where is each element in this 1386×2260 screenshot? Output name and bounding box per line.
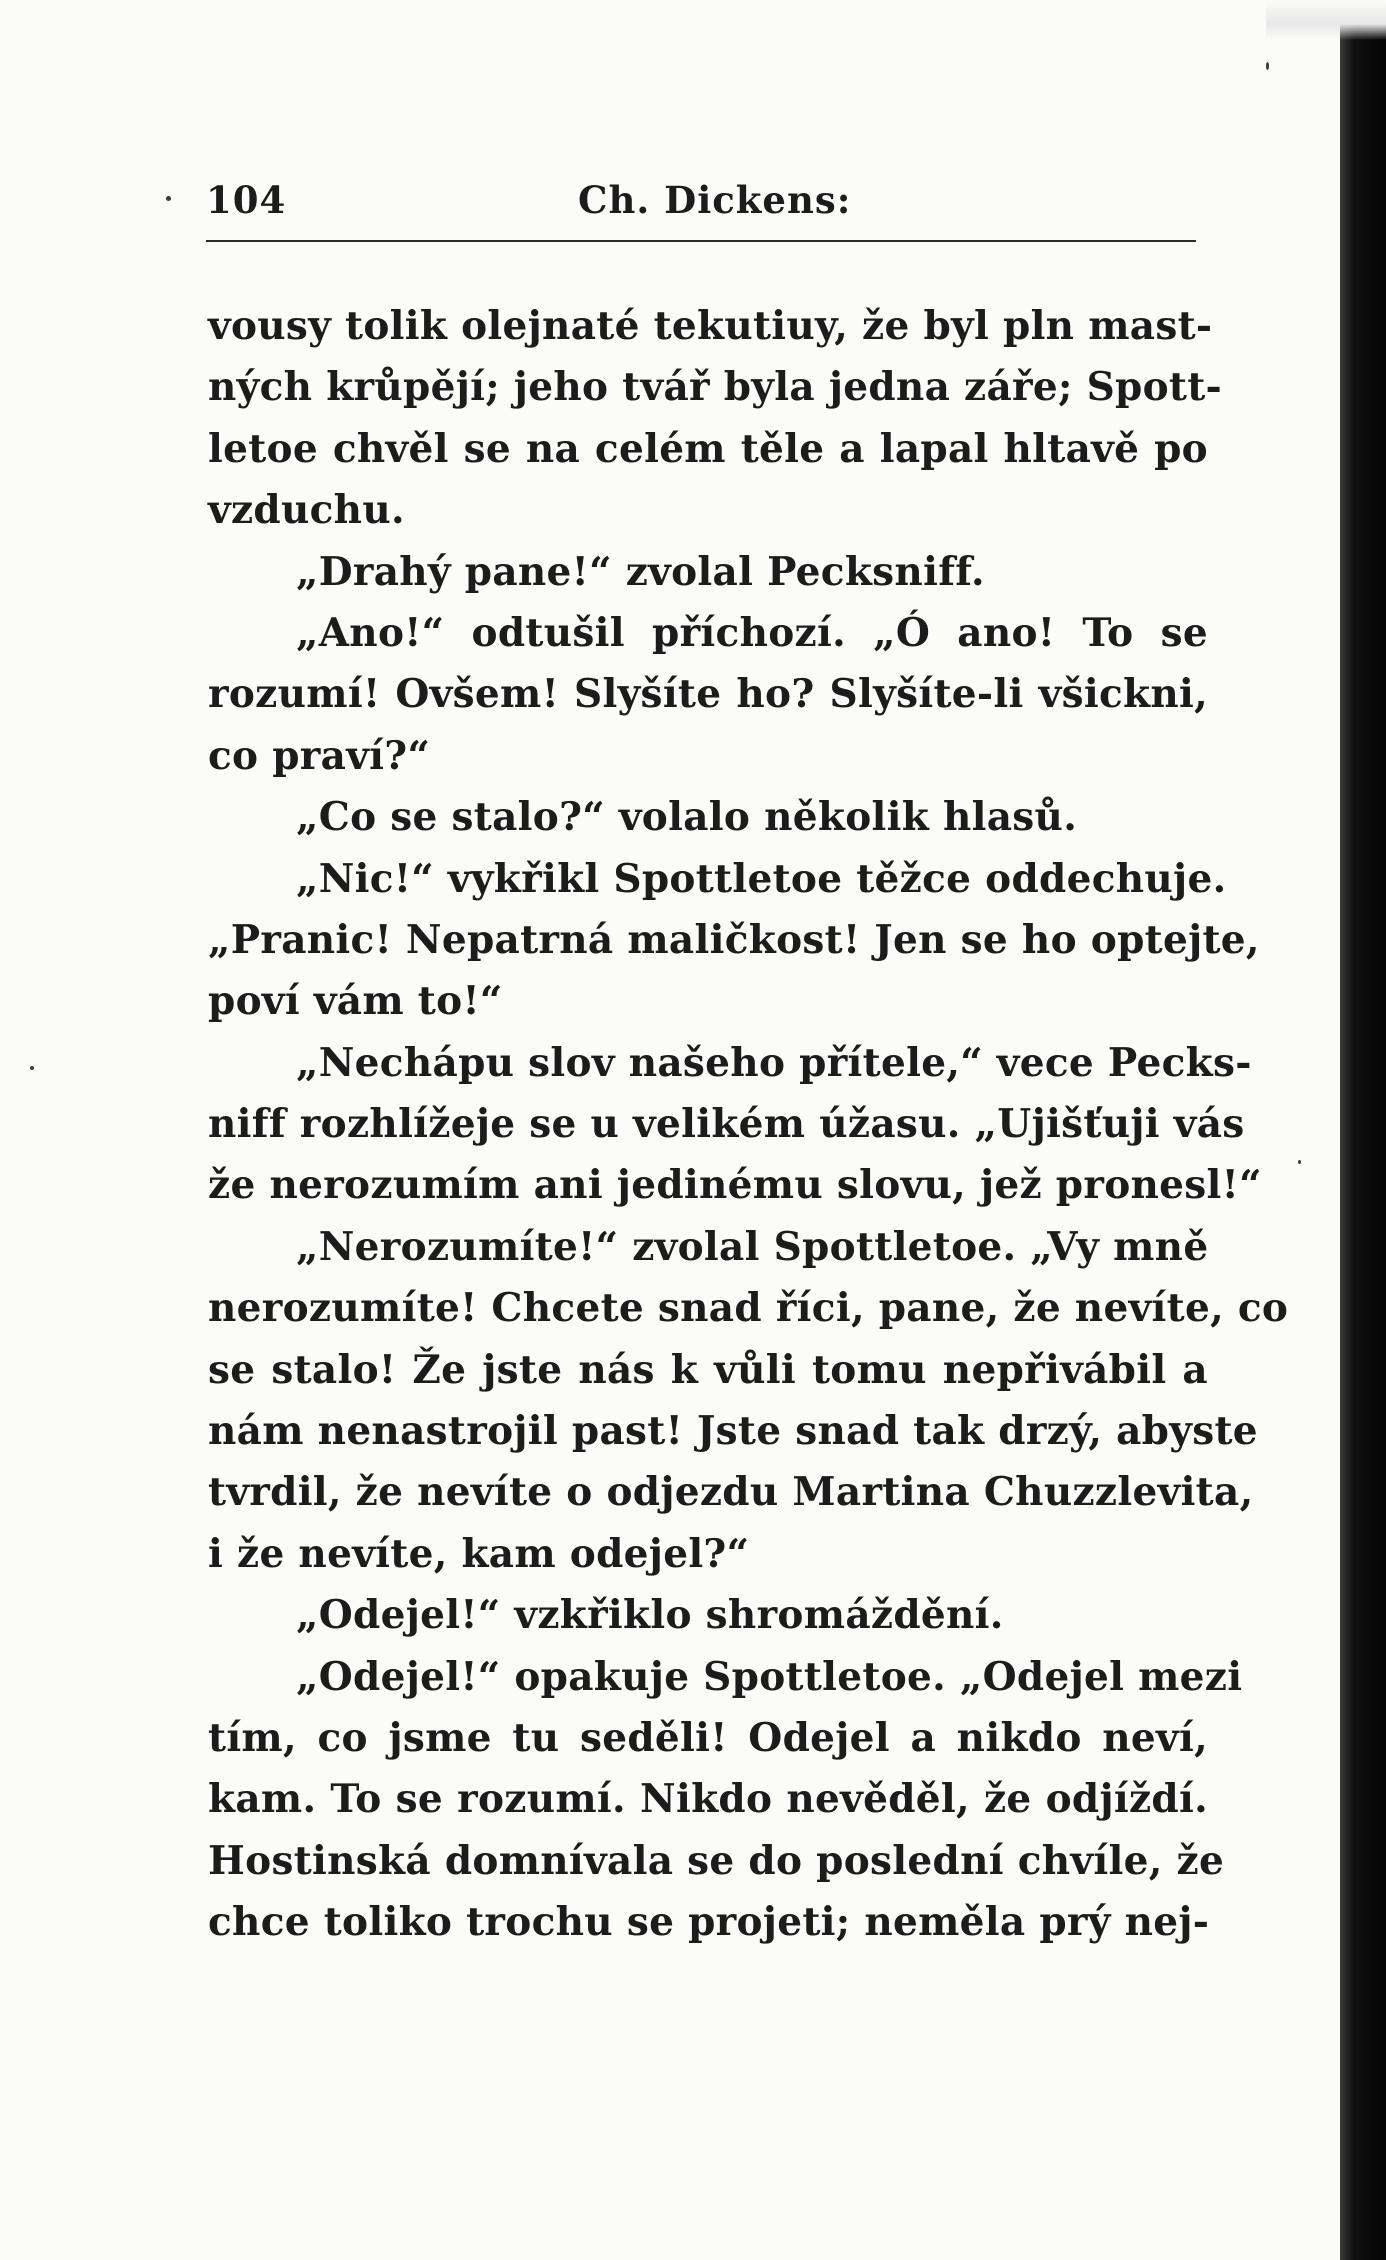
text-line: „Odejel!“ opakuje Spottletoe. „Odejel mezi	[296, 1653, 1243, 1700]
scan-speck	[1266, 62, 1269, 70]
text-line: kam. To se rozumí. Nikdo nevěděl, že odjíždí.	[208, 1776, 1208, 1823]
scan-speck	[1298, 1160, 1301, 1164]
text-line: Hostinská domnívala se do poslední chvíle, že	[208, 1837, 1225, 1884]
scan-speck	[166, 196, 171, 201]
text-line: letoe chvěl se na celém těle a lapal hltavě po	[208, 425, 1208, 472]
text-line: „Nechápu slov našeho přítele,“ vece Pecks-	[296, 1039, 1252, 1086]
page-number: 104	[206, 178, 287, 222]
text-line: co praví?“	[208, 732, 431, 779]
text-line: ných krůpějí; jeho tvář byla jedna záře; Spott-	[208, 364, 1223, 411]
text-line: se stalo! Že jste nás k vůli tomu nepřivábil a	[208, 1346, 1208, 1393]
text-line: „Drahý pane!“ zvolal Pecksniff.	[296, 548, 985, 595]
text-line: „Ano!“ odtušil příchozí. „Ó ano! To se	[296, 609, 1208, 656]
scan-speck	[30, 1066, 34, 1070]
text-line: „Nic!“ vykřikl Spottletoe těžce oddechuje.	[296, 855, 1227, 902]
text-line: nerozumíte! Chcete snad říci, pane, že nevíte, co	[208, 1285, 1289, 1332]
text-line: „Nerozumíte!“ zvolal Spottletoe. „Vy mně	[296, 1223, 1209, 1270]
text-line: chce toliko trochu se projeti; neměla prý nej-	[208, 1899, 1210, 1946]
running-head: Ch. Dickens:	[578, 178, 852, 222]
page-header	[0, 168, 1340, 228]
text-line: vousy tolik olejnaté tekutiuy, že byl pln mast-	[208, 303, 1213, 349]
header-rule	[206, 240, 1196, 242]
text-line: tvrdil, že nevíte o odjezdu Martina Chuzzlevita,	[208, 1469, 1254, 1516]
scan-edge-top	[1266, 0, 1386, 40]
text-line: „Co se stalo?“ volalo několik hlasů.	[296, 794, 1078, 841]
text-line: nám nenastrojil past! Jste snad tak drzý, abyste	[208, 1408, 1258, 1455]
text-line: že nerozumím ani jedinému slovu, jež pronesl!“	[208, 1162, 1262, 1209]
body-text	[208, 296, 1289, 1954]
text-line: poví vám to!“	[208, 978, 503, 1025]
text-line: vzduchu.	[208, 487, 405, 534]
text-line: i že nevíte, kam odejel?“	[208, 1530, 750, 1577]
text-line: niff rozhlížeje se u velikém úžasu. „Ujišťuji vás	[208, 1101, 1245, 1148]
text-line: tím, co jsme tu seděli! Odejel a nikdo neví,	[208, 1714, 1208, 1761]
text-line: „Pranic! Nepatrná maličkost! Jen se ho optejte,	[208, 916, 1260, 963]
text-line: rozumí! Ovšem! Slyšíte ho? Slyšíte-li všickni,	[208, 671, 1208, 718]
text-line: „Odejel!“ vzkřiklo shromáždění.	[296, 1592, 1004, 1639]
scan-dark-edge	[1340, 0, 1386, 2260]
